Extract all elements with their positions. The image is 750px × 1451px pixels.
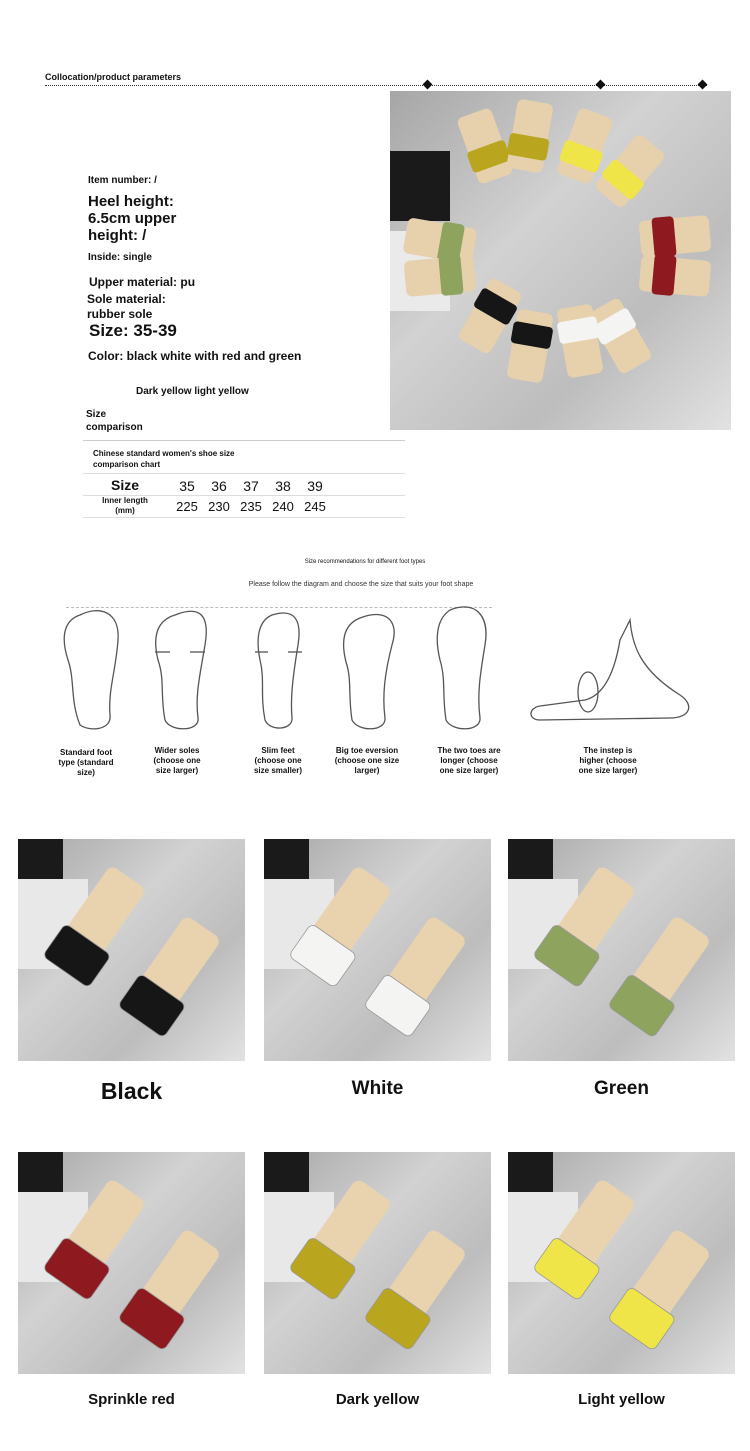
color-variant-photo bbox=[508, 839, 735, 1061]
upper-material: Upper material: pu bbox=[89, 275, 196, 289]
foot-type-caption-line: Big toe eversion bbox=[335, 746, 399, 755]
foot-type-caption-line: Wider soles bbox=[154, 746, 200, 755]
heel-height-value: 6.5cm upper bbox=[88, 210, 177, 227]
size-value: 37 bbox=[243, 478, 259, 494]
foot-diagrams bbox=[40, 600, 720, 740]
inside-spec: Inside: single bbox=[88, 252, 152, 263]
size-values bbox=[171, 478, 331, 494]
inner-length-value: 225 bbox=[176, 499, 198, 514]
color-list: Color: black white with red and green bbox=[88, 349, 302, 363]
color-list-cont: Dark yellow light yellow bbox=[136, 386, 249, 397]
inner-length-label bbox=[83, 496, 167, 516]
size-value: 39 bbox=[307, 478, 323, 494]
foot-guide-title: Size recommendations for different foot types bbox=[304, 559, 426, 565]
foot-long-toe-icon bbox=[437, 607, 486, 729]
foot-type-caption-line: type (standard bbox=[58, 758, 114, 767]
color-variant-photo bbox=[264, 1152, 491, 1374]
color-variant-photo bbox=[18, 839, 245, 1061]
foot-slim-icon bbox=[258, 613, 299, 728]
upper-height: height: / bbox=[88, 227, 147, 244]
foot-type-caption bbox=[434, 746, 504, 776]
foot-type-caption-line: Slim feet bbox=[261, 746, 295, 755]
size-value: 38 bbox=[275, 478, 291, 494]
sandal-arrangement-image bbox=[390, 91, 731, 430]
diamond-marker bbox=[423, 80, 433, 90]
sandal-pair-image bbox=[508, 839, 735, 1061]
color-variant-photo bbox=[18, 1152, 245, 1374]
foot-high-instep-icon bbox=[531, 620, 689, 720]
size-chart-title-line1: Chinese standard women's shoe size bbox=[93, 449, 235, 458]
size-comparison-label: Size bbox=[86, 409, 107, 420]
inner-length-label-line1: Inner length bbox=[102, 496, 148, 505]
sandal-pair-image bbox=[264, 1152, 491, 1374]
foot-type-caption bbox=[51, 748, 121, 778]
section-title: Collocation/product parameters bbox=[45, 72, 182, 82]
sandal-pair-image bbox=[264, 839, 491, 1061]
foot-type-caption-line: The instep is bbox=[583, 746, 633, 755]
sole-material-value: rubber sole bbox=[87, 307, 153, 321]
size-chart-title-line2: comparison chart bbox=[93, 460, 161, 469]
foot-type-caption-line: higher (choose bbox=[579, 756, 637, 765]
foot-type-caption-line: (choose one bbox=[153, 756, 201, 765]
color-variant-photo bbox=[264, 839, 491, 1061]
product-group-photo bbox=[390, 91, 731, 430]
foot-type-caption bbox=[243, 746, 313, 776]
inner-length-row bbox=[83, 495, 405, 518]
size-range: Size: 35-39 bbox=[89, 321, 177, 340]
foot-type-caption-line: larger) bbox=[354, 766, 380, 775]
size-chart-table bbox=[83, 440, 405, 518]
foot-standard-icon bbox=[64, 611, 118, 729]
inner-length-value: 240 bbox=[272, 499, 294, 514]
size-value: 35 bbox=[179, 478, 195, 494]
foot-type-caption-line: size smaller) bbox=[253, 766, 303, 775]
inner-length-value: 235 bbox=[240, 499, 262, 514]
foot-wide-icon bbox=[156, 611, 207, 729]
size-value: 36 bbox=[211, 478, 227, 494]
size-row bbox=[83, 473, 405, 496]
color-name-label: Black bbox=[100, 1078, 163, 1104]
color-name-label: Dark yellow bbox=[335, 1391, 420, 1408]
foot-type-caption-line: size larger) bbox=[155, 766, 199, 775]
header-divider bbox=[45, 85, 707, 86]
foot-type-caption-line: The two toes are bbox=[437, 746, 501, 755]
item-number: Item number: / bbox=[88, 175, 157, 186]
foot-type-caption-line: (choose one size bbox=[334, 756, 400, 765]
foot-bunion-icon bbox=[344, 614, 395, 728]
foot-type-caption-line: longer (choose bbox=[440, 756, 498, 765]
foot-type-caption bbox=[573, 746, 643, 776]
color-name-label: Green bbox=[594, 1078, 649, 1099]
sole-material-label: Sole material: bbox=[87, 292, 166, 306]
color-variant-photo bbox=[508, 1152, 735, 1374]
foot-type-caption-line: size) bbox=[77, 768, 95, 777]
size-comparison-label-2: comparison bbox=[86, 422, 143, 433]
color-name-label: White bbox=[351, 1078, 404, 1099]
inner-length-values bbox=[171, 499, 331, 514]
foot-type-caption-line: (choose one bbox=[254, 756, 302, 765]
foot-type-caption-line: Standard foot bbox=[60, 748, 112, 757]
sandal-pair-image bbox=[508, 1152, 735, 1374]
foot-type-caption-line: one size larger) bbox=[578, 766, 638, 775]
foot-type-caption-line: one size larger) bbox=[439, 766, 499, 775]
sandal-pair-image bbox=[18, 1152, 245, 1374]
inner-length-label-line2: (mm) bbox=[115, 506, 135, 515]
inner-length-value: 230 bbox=[208, 499, 230, 514]
diamond-marker bbox=[698, 80, 708, 90]
foot-type-caption bbox=[332, 746, 402, 776]
color-name-label: Light yellow bbox=[578, 1391, 665, 1408]
inner-length-value: 245 bbox=[304, 499, 326, 514]
size-row-label: Size bbox=[110, 477, 139, 493]
diamond-marker bbox=[596, 80, 606, 90]
sandal-pair-image bbox=[18, 839, 245, 1061]
foot-type-caption bbox=[147, 746, 207, 776]
heel-height-label: Heel height: bbox=[88, 193, 174, 210]
foot-guide-subtitle: Please follow the diagram and choose the size that suits your foot shape bbox=[248, 581, 474, 588]
color-name-label: Sprinkle red bbox=[88, 1391, 175, 1408]
size-chart-title bbox=[93, 448, 235, 470]
